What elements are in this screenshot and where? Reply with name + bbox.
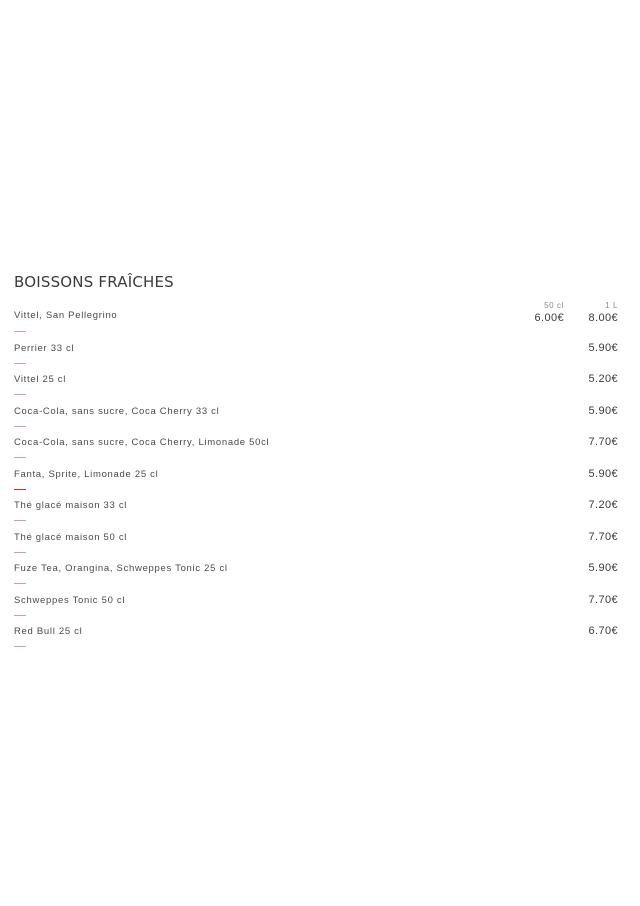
item-separator — [14, 489, 26, 490]
menu-item-name: Thé glacé maison 33 cl — [14, 500, 128, 511]
menu-item-name: Fuze Tea, Orangina, Schweppes Tonic 25 cl — [14, 563, 228, 574]
menu-item — [14, 435, 620, 467]
menu-item — [14, 498, 620, 530]
menu-item-price-50cl: 6.00€ — [534, 312, 564, 324]
menu-item-price-1l: 8.00€ — [588, 312, 618, 324]
item-separator — [14, 552, 26, 553]
menu-section-boissons-fraiches — [14, 270, 620, 656]
menu-item — [14, 301, 620, 333]
size-header-1l: 1 L — [605, 301, 618, 310]
item-separator — [14, 457, 26, 458]
item-separator — [14, 426, 26, 427]
menu-item — [14, 341, 620, 373]
item-separator — [14, 363, 26, 364]
menu-item-name: Vittel, San Pellegrino — [14, 310, 118, 321]
menu-item — [14, 624, 620, 656]
size-header-50cl: 50 cl — [544, 301, 564, 310]
menu-item — [14, 530, 620, 562]
menu-item-price: 7.70€ — [588, 436, 618, 448]
menu-item-name: Perrier 33 cl — [14, 342, 75, 354]
menu-item-price: 5.90€ — [588, 341, 618, 354]
menu-item-name: Fanta, Sprite, Limonade 25 cl — [14, 468, 159, 480]
menu-item-name: Coca-Cola, sans sucre, Coca Cherry 33 cl — [14, 405, 220, 417]
menu-item-name: Red Bull 25 cl — [14, 626, 83, 637]
menu-item — [14, 372, 620, 404]
menu-item — [14, 561, 620, 593]
menu-item-name: Thé glacé maison 50 cl — [14, 531, 128, 543]
item-separator — [14, 520, 26, 521]
item-separator — [14, 331, 26, 332]
item-separator — [14, 394, 26, 395]
section-title: BOISSONS FRAÎCHES — [14, 273, 174, 291]
menu-item-name: Vittel 25 cl — [14, 374, 67, 385]
menu-item-price: 6.70€ — [588, 625, 618, 637]
menu-item — [14, 404, 620, 436]
menu-item-price: 5.90€ — [588, 467, 618, 480]
item-separator — [14, 615, 26, 616]
menu-item — [14, 467, 620, 499]
menu-item-price: 5.20€ — [588, 373, 618, 385]
item-separator — [14, 583, 26, 584]
item-separator — [14, 646, 26, 647]
menu-item-name: Schweppes Tonic 50 cl — [14, 594, 126, 606]
menu-item-price: 7.70€ — [588, 593, 618, 606]
menu-item — [14, 593, 620, 625]
menu-item-price: 5.90€ — [588, 404, 618, 417]
menu-item-name: Coca-Cola, sans sucre, Coca Cherry, Limonade 50cl — [14, 437, 270, 448]
menu-item-price: 7.70€ — [588, 530, 618, 543]
menu-item-price: 5.90€ — [588, 562, 618, 574]
menu-item-list — [14, 301, 620, 656]
menu-item-price: 7.20€ — [588, 499, 618, 511]
